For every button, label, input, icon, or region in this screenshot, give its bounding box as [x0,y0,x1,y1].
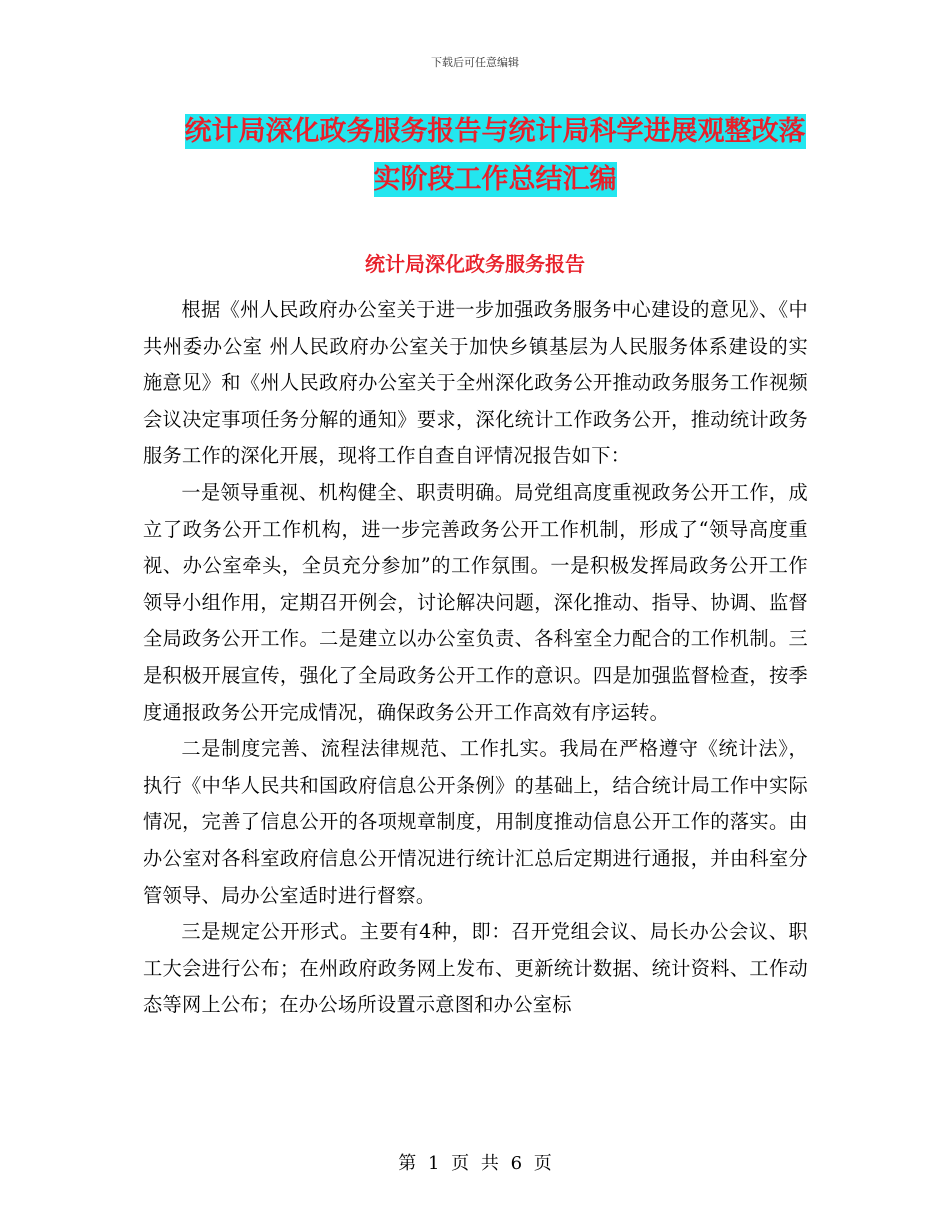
document-title-line-2: 实阶段工作总结汇编 [373,164,617,195]
paragraph: 三是规定公开形式。主要有4种，即：召开党组会议、局长办公会议、职工大会进行公布；在州政府政务网上发布、更新统计数据、统计资料、工作动态等网上公布；在办公场所设置示意图和办公室标 [143,920,808,1017]
paragraph: 一是领导重视、机构健全、职责明确。局党组高度重视政务公开工作，成立了政务公开工作机构，进一步完善政务公开工作机制，形成了“领导高度重视、办公室牵头，全员充分参加”的工作氛围。一是积极发挥局政务公开工作领导小组作用，定期召开例会，讨论解决问题，深化推动、指导、协调、监督全局政务公开工作。二是建立以办公室负责、各科室全力配合的工作机制。三是积极开展宣传，强化了全局政务公开工作的意识。四是加强监督检查，按季度通报政务公开完成情况，确保政务公开工作高效有序运转。 [143,480,808,724]
page-number: 第 1 页 共 6 页 [398,1153,552,1174]
document-title [150,108,840,204]
document-title-line-1: 统计局深化政务服务报告与统计局科学进展观整改落 [184,116,806,147]
paragraph: 根据《州人民政府办公室关于进一步加强政务服务中心建设的意见》、《中共州委办公室 州人民政府办公室关于加快乡镇基层为人民服务体系建设的实施意见》和《州人民政府办公室关于全州深化政务公开推动政务服务工作视频会议决定事项任务分解的通知》要求，深化统计工作政务公开，推动统计政务服务工作的深化开展，现将工作自查自评情况报告如下： [143,298,808,468]
page-header-note: 下载后可任意编辑 [431,56,519,69]
paragraph: 二是制度完善、流程法律规范、工作扎实。我局在严格遵守《统计法》，执行《中华人民共和国政府信息公开条例》的基础上，结合统计局工作中实际情况，完善了信息公开的各项规章制度，用制度推动信息公开工作的落实。由办公室对各科室政府信息公开情况进行统计汇总后定期进行通报，并由科室分管领导、局办公室适时进行督察。 [143,737,808,907]
section-title: 统计局深化政务服务报告 [365,252,585,276]
document-body [143,292,808,1024]
